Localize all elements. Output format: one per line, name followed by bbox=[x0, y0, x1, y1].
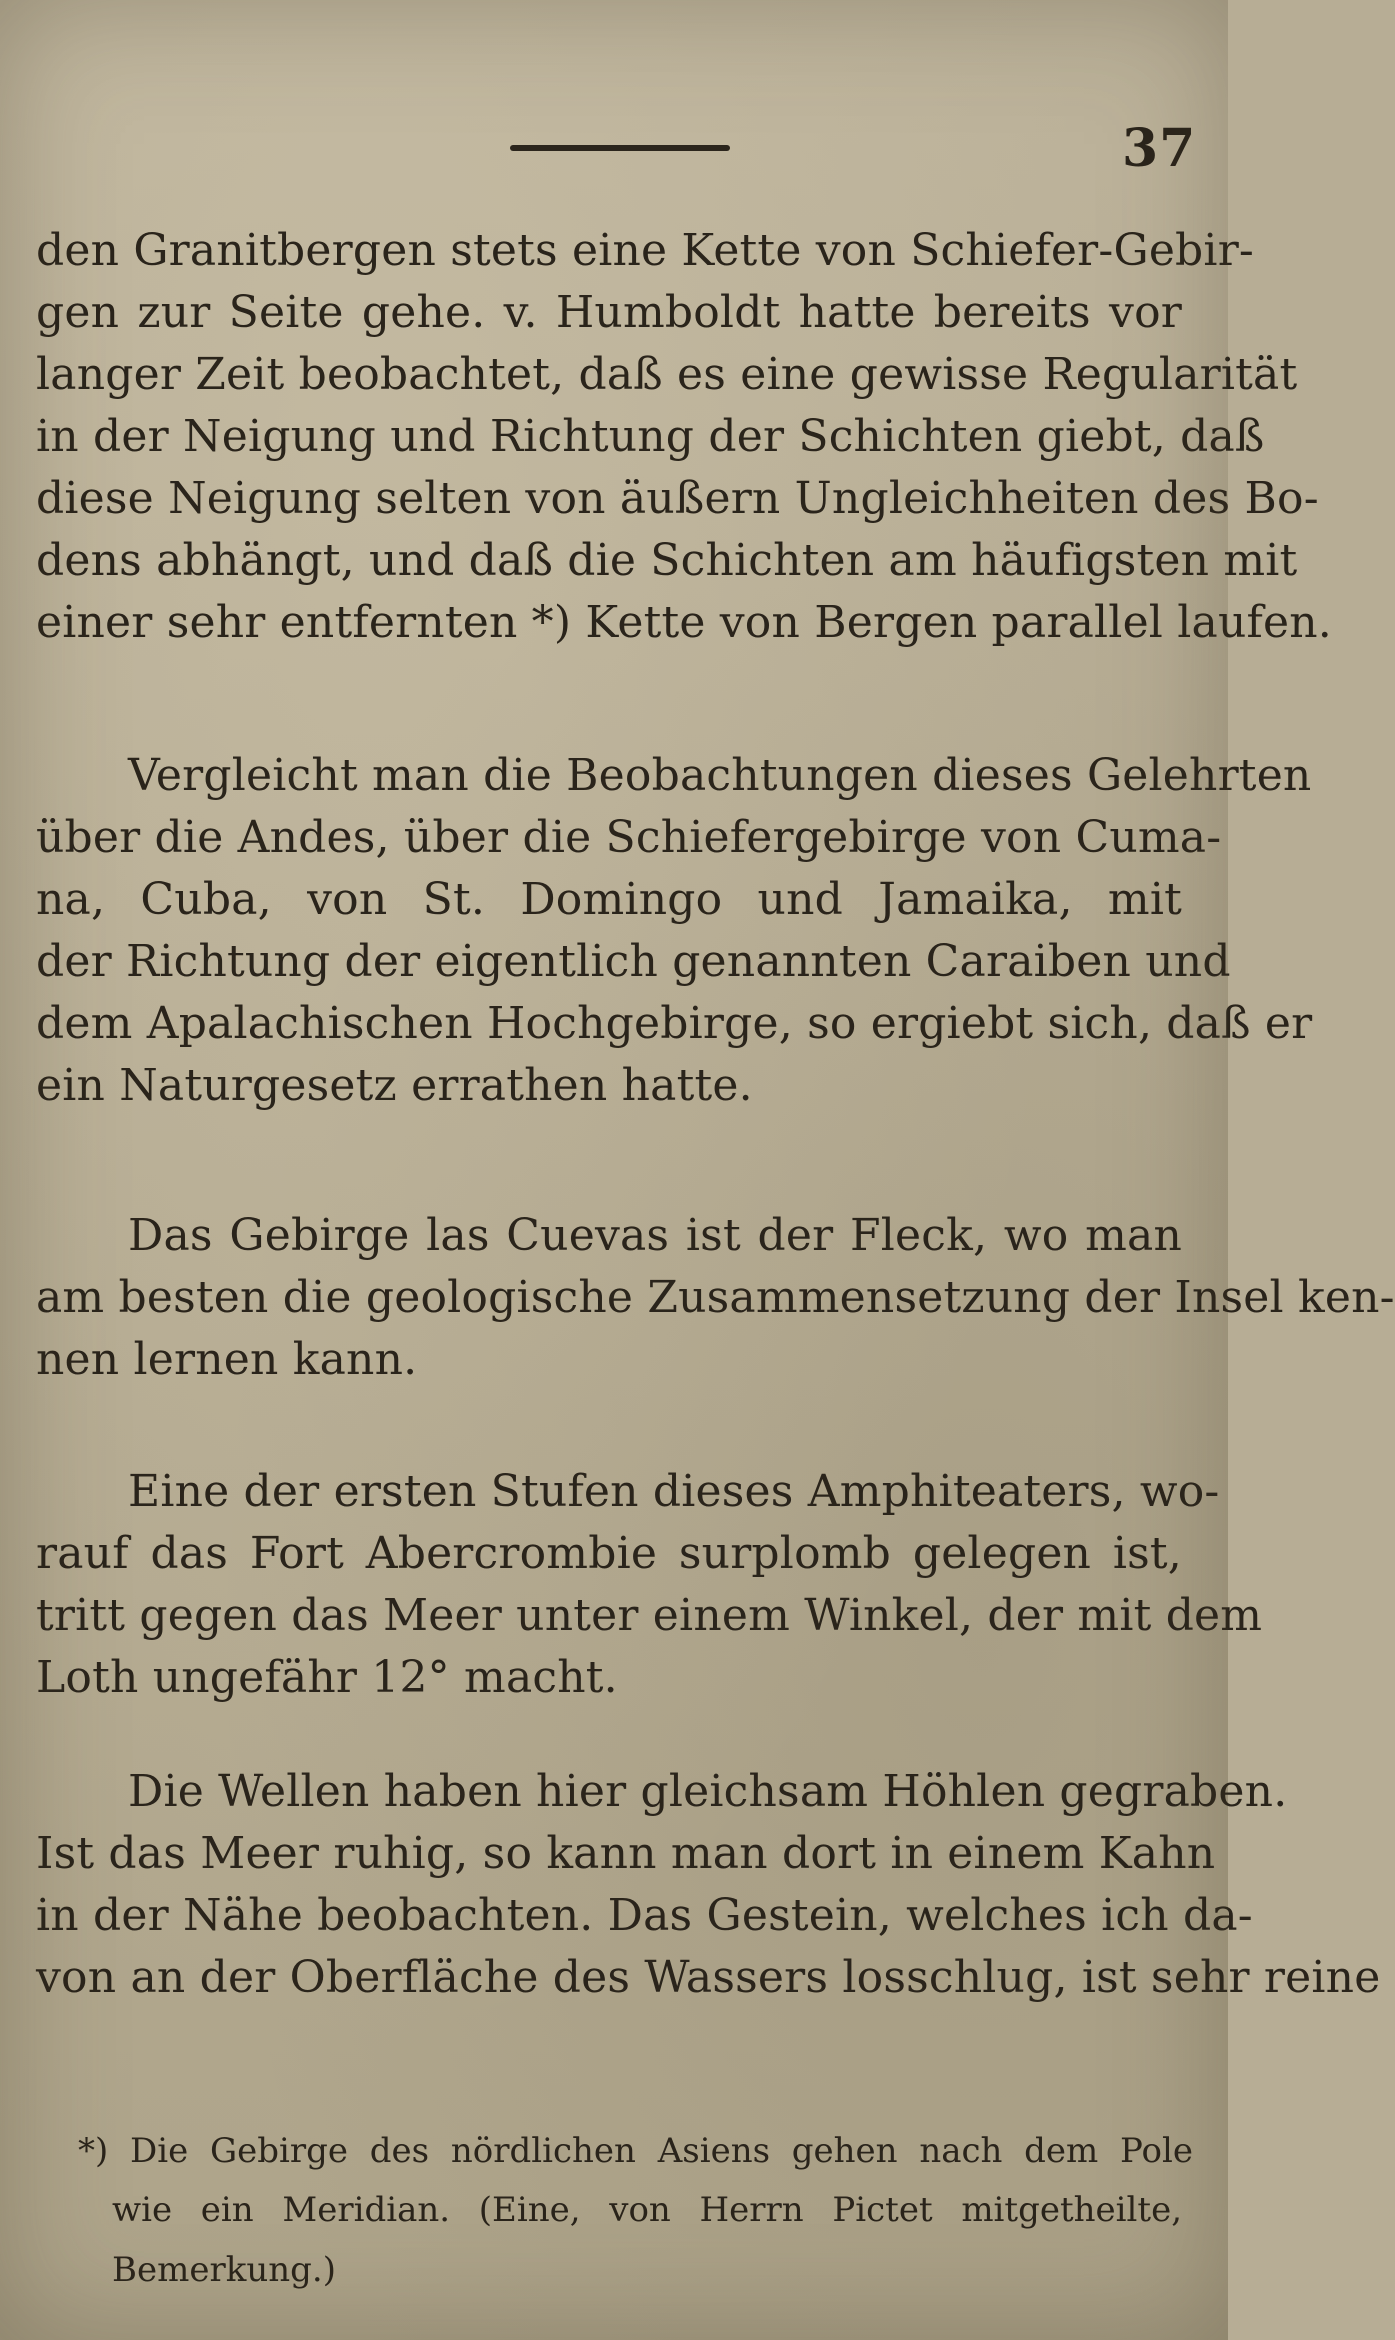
text-line: Ist das Meer ruhig, so kann man dort in einem Kahn bbox=[36, 1828, 1216, 1879]
text-line: einer sehr entfernten *) Kette von Bergen parallel laufen. bbox=[36, 597, 1332, 648]
text-line: diese Neigung selten von äußern Ungleichheiten des Bo- bbox=[36, 473, 1319, 524]
footnote-line: Bemerkung.) bbox=[112, 2250, 336, 2290]
text-line: den Granitbergen stets eine Kette von Schiefer-Gebir- bbox=[36, 225, 1255, 276]
text-line: am besten die geologische Zusammensetzung der Insel ken- bbox=[36, 1272, 1395, 1323]
page-number: 37 bbox=[1122, 118, 1197, 179]
text-line: nen lernen kann. bbox=[36, 1334, 418, 1385]
text-line: rauf das Fort Abercrombie surplomb gelegen ist, bbox=[36, 1528, 1182, 1579]
text-line: Die Wellen haben hier gleichsam Höhlen gegraben. bbox=[128, 1766, 1288, 1817]
text-line: der Richtung der eigentlich genannten Caraiben und bbox=[36, 936, 1231, 987]
text-line: Eine der ersten Stufen dieses Amphiteaters, wo- bbox=[128, 1466, 1220, 1517]
text-line: ein Naturgesetz errathen hatte. bbox=[36, 1060, 753, 1111]
footnote-line: wie ein Meridian. (Eine, von Herrn Pictet mitgetheilte, bbox=[112, 2190, 1182, 2230]
text-line: dem Apalachischen Hochgebirge, so ergiebt sich, daß er bbox=[36, 998, 1313, 1049]
text-line: gen zur Seite gehe. v. Humboldt hatte bereits vor bbox=[36, 287, 1182, 338]
text-line: Das Gebirge las Cuevas ist der Fleck, wo man bbox=[128, 1210, 1182, 1261]
footnote-line: *) Die Gebirge des nördlichen Asiens gehen nach dem Pole bbox=[78, 2131, 1193, 2171]
text-line: na, Cuba, von St. Domingo und Jamaika, mit bbox=[36, 874, 1182, 925]
text-line: Loth ungefähr 12° macht. bbox=[36, 1652, 618, 1703]
header-rule bbox=[510, 145, 730, 151]
text-line: von an der Oberfläche des Wassers losschlug, ist sehr reine bbox=[36, 1952, 1381, 2003]
text-line: in der Neigung und Richtung der Schichten giebt, daß bbox=[36, 411, 1265, 462]
text-line: in der Nähe beobachten. Das Gestein, welches ich da- bbox=[36, 1890, 1253, 1941]
text-line: dens abhängt, und daß die Schichten am häufigsten mit bbox=[36, 535, 1298, 586]
text-line: langer Zeit beobachtet, daß es eine gewisse Regularität bbox=[36, 349, 1298, 400]
text-line: über die Andes, über die Schiefergebirge von Cuma- bbox=[36, 812, 1222, 863]
text-line: Vergleicht man die Beobachtungen dieses Gelehrten bbox=[128, 750, 1312, 801]
text-line: tritt gegen das Meer unter einem Winkel, der mit dem bbox=[36, 1590, 1263, 1641]
